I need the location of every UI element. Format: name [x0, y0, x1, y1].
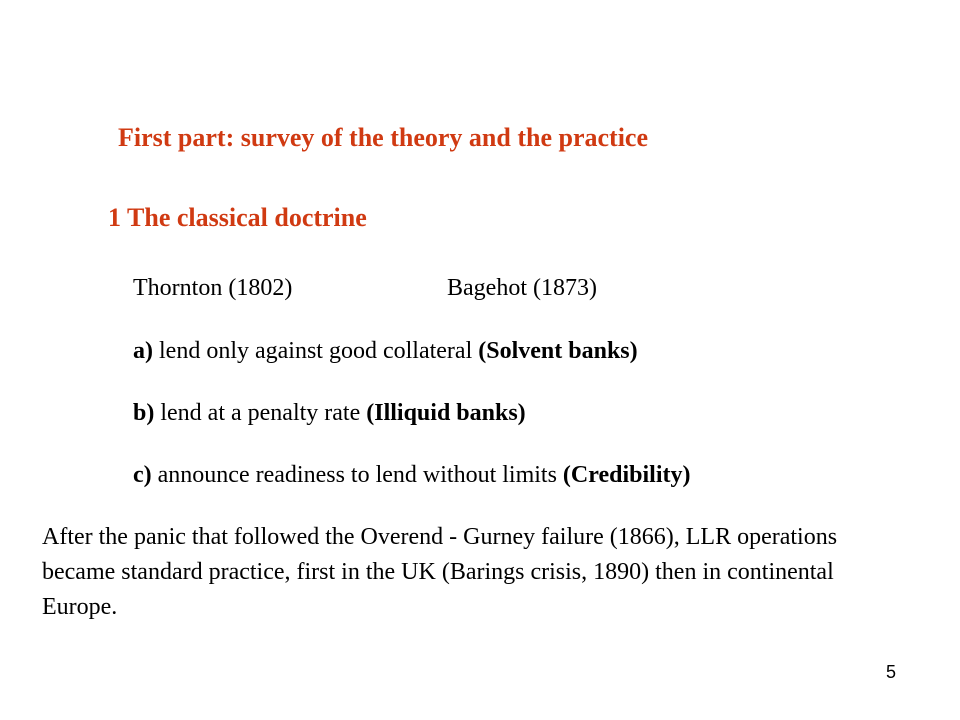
- author-list: [133, 275, 597, 302]
- rule-item: [133, 338, 638, 365]
- section-title: 1 The classical doctrine: [108, 203, 367, 232]
- rule-letter: b): [133, 400, 155, 426]
- rule-tag: (Solvent banks): [478, 338, 638, 364]
- rule-text: announce readiness to lend without limits: [151, 462, 563, 488]
- rule-item: [133, 400, 526, 427]
- author-bagehot: Bagehot (1873): [447, 275, 597, 301]
- rule-letter: a): [133, 338, 153, 364]
- rule-text: lend only against good collateral: [153, 338, 479, 364]
- author-thornton: Thornton (1802): [133, 275, 293, 301]
- page-number: 5: [886, 662, 897, 682]
- rule-tag: (Credibility): [562, 462, 691, 488]
- history-paragraph: After the panic that followed the Overend - Gurney failure (1866), LLR operations became standard practice, first in the UK (Barings crisis, 1890) then in continental Europe.: [42, 524, 838, 620]
- rule-item: [133, 462, 690, 489]
- rule-text: lend at a penalty rate: [154, 400, 367, 426]
- rule-tag: (Illiquid banks): [366, 400, 526, 426]
- rule-letter: c): [133, 462, 152, 488]
- part-title: First part: survey of the theory and the practice: [118, 123, 648, 152]
